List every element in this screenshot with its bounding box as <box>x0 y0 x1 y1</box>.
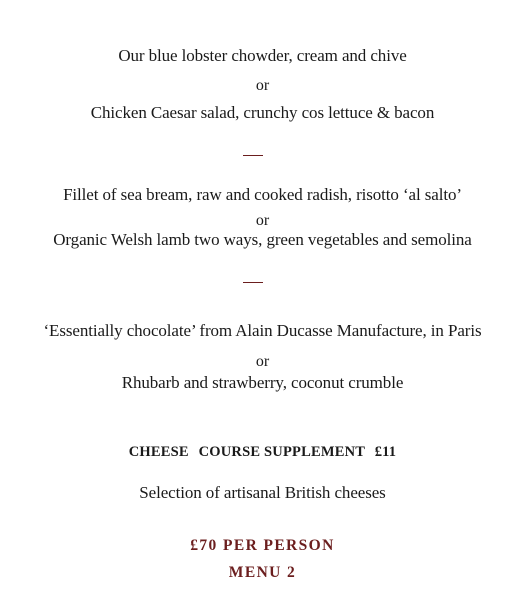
course-divider-2 <box>243 282 263 283</box>
dessert-option-2: Rhubarb and strawberry, coconut crumble <box>121 373 404 392</box>
dessert-option-1: ‘Essentially chocolate’ from Alain Ducasse Manufacture, in Paris <box>43 321 482 340</box>
main-option-1: Fillet of sea bream, raw and cooked radish, risotto ‘al salto’ <box>63 185 462 204</box>
course-divider-1 <box>243 155 263 156</box>
cheese-description: Selection of artisanal British cheeses <box>139 483 386 502</box>
menu-name: MENU 2 <box>228 564 297 581</box>
starter-option-2: Chicken Caesar salad, crunchy cos lettuce & bacon <box>90 103 435 122</box>
or-separator-starters: or <box>255 77 270 94</box>
cheese-heading-text: COURSE SUPPLEMENT <box>198 444 365 460</box>
cheese-supplement-price: £11 <box>374 444 397 460</box>
main-option-2: Organic Welsh lamb two ways, green vegetables and semolina <box>53 230 472 249</box>
cheese-heading-word: CHEESE <box>128 444 189 460</box>
cheese-supplement-heading <box>0 442 525 462</box>
menu-price: £70 PER PERSON <box>190 537 335 554</box>
or-separator-mains: or <box>255 212 270 229</box>
starter-option-1: Our blue lobster chowder, cream and chive <box>118 46 407 65</box>
or-separator-desserts: or <box>255 353 270 370</box>
